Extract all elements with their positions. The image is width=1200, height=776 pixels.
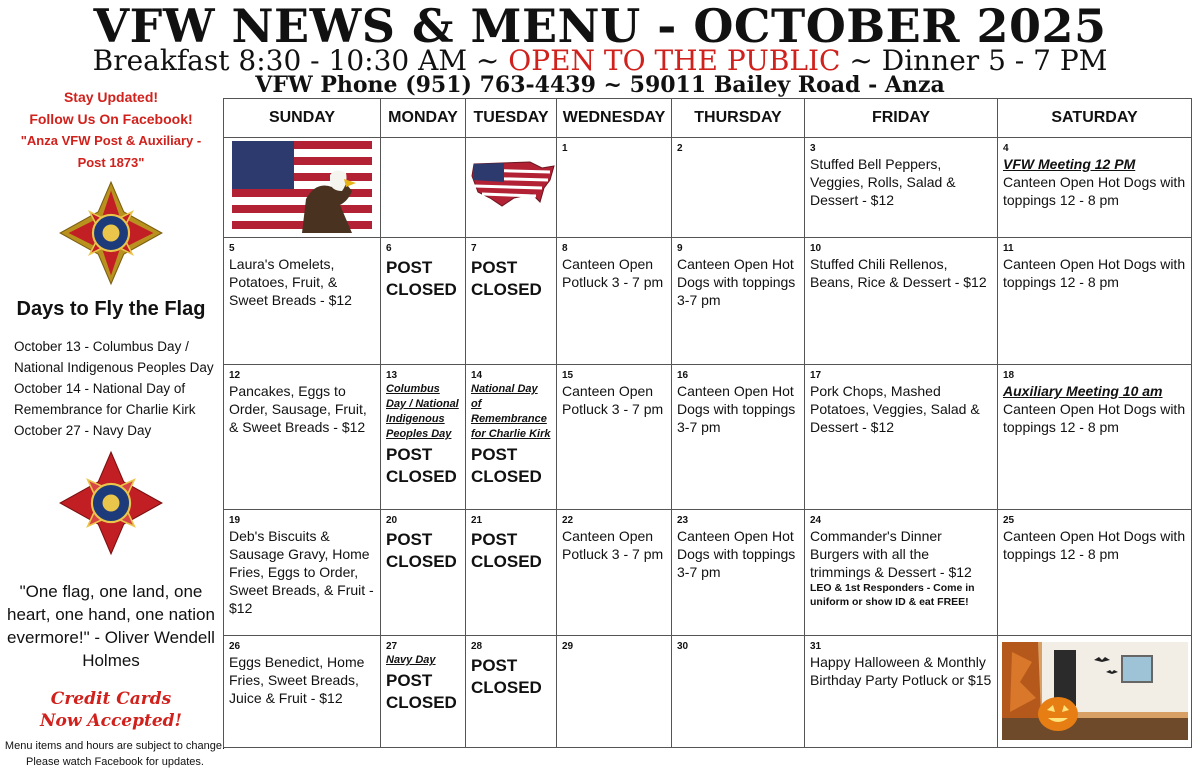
empty-day-cell xyxy=(381,138,466,238)
menu-text: Stuffed Chili Rellenos, Beans, Rice & Dessert - $12 xyxy=(810,256,987,290)
day-cell xyxy=(224,365,381,510)
credit-cards-notice xyxy=(0,688,222,732)
menu-text: Canteen Open Hot Dogs with toppings 3-7 pm xyxy=(677,528,796,580)
flag-day-line: October 13 - Columbus Day / xyxy=(14,339,189,354)
post-closed-label: POST CLOSED xyxy=(471,445,542,486)
menu-text: Eggs Benedict, Home Fries, Sweet Breads, Juice & Fruit - $12 xyxy=(229,654,365,706)
day-cell xyxy=(557,138,672,238)
weekday-header: WEDNESDAY xyxy=(557,99,672,138)
day-cell xyxy=(672,138,805,238)
day-number: 13 xyxy=(386,370,398,381)
day-cell xyxy=(805,238,998,365)
day-number: 8 xyxy=(562,243,568,254)
day-cell xyxy=(381,365,466,510)
day-number: 24 xyxy=(810,515,822,526)
day-number: 9 xyxy=(677,243,683,254)
menu-text: Canteen Open Hot Dogs with toppings 3-7 pm xyxy=(677,383,796,435)
day-number: 14 xyxy=(471,370,483,381)
flag-day-line: Remembrance for Charlie Kirk xyxy=(14,402,196,417)
day-cell xyxy=(805,510,998,636)
usa-map-flag-image xyxy=(470,158,556,210)
day-number: 29 xyxy=(562,641,574,652)
holiday-label: National Day of Remembrance for Charlie Kirk xyxy=(471,383,551,440)
page-title: VFW NEWS & MENU - OCTOBER 2025 xyxy=(93,0,1107,53)
day-number: 15 xyxy=(562,370,574,381)
day-cell xyxy=(672,510,805,636)
menu-text: Canteen Open Potluck 3 - 7 pm xyxy=(562,528,664,562)
week-row xyxy=(224,636,1192,748)
day-number: 17 xyxy=(810,370,822,381)
flag-days-list xyxy=(14,336,222,441)
credit-line: Credit Cards xyxy=(50,689,172,709)
day-number: 12 xyxy=(229,370,241,381)
weekday-header-row xyxy=(224,99,1192,138)
menu-text: Canteen Open Potluck 3 - 7 pm xyxy=(562,256,664,290)
day-number: 10 xyxy=(810,243,822,254)
menu-text: Canteen Open Hot Dogs with toppings 12 - 8 pm xyxy=(1003,401,1186,435)
day-number: 16 xyxy=(677,370,689,381)
day-cell xyxy=(381,636,466,748)
day-cell xyxy=(224,636,381,748)
disclaimer-line: Menu items and hours are subject to change! xyxy=(4,740,226,752)
menu-text: Canteen Open Potluck 3 - 7 pm xyxy=(562,383,664,417)
week-row xyxy=(224,510,1192,636)
day-number: 28 xyxy=(471,641,483,652)
empty-day-cell xyxy=(998,636,1192,748)
day-number: 23 xyxy=(677,515,689,526)
day-cell xyxy=(998,138,1192,238)
day-cell xyxy=(466,510,557,636)
open-to-public: OPEN TO THE PUBLIC xyxy=(508,44,841,77)
week-row xyxy=(224,365,1192,510)
dinner-hours: ~ Dinner 5 - 7 PM xyxy=(840,44,1108,77)
menu-text: Canteen Open Hot Dogs with toppings 3-7 pm xyxy=(677,256,796,308)
post-closed-label: POST CLOSED xyxy=(471,258,542,299)
day-cell xyxy=(672,636,805,748)
post-closed-label: POST CLOSED xyxy=(386,445,457,486)
disclaimer xyxy=(0,738,230,770)
weekday-header: SUNDAY xyxy=(224,99,381,138)
menu-text: Pancakes, Eggs to Order, Sausage, Fruit, & Sweet Breads - $12 xyxy=(229,383,367,435)
day-cell xyxy=(557,510,672,636)
day-number: 1 xyxy=(562,143,568,154)
day-number: 7 xyxy=(471,243,477,254)
post-closed-label: POST CLOSED xyxy=(386,258,457,299)
day-cell xyxy=(557,238,672,365)
flag-day-line: October 27 - Navy Day xyxy=(14,423,152,438)
calendar xyxy=(223,98,1192,748)
disclaimer-line: Please watch Facebook for updates. xyxy=(26,756,204,768)
menu-text: Laura's Omelets, Potatoes, Fruit, & Sweet Breads - $12 xyxy=(229,256,352,308)
post-closed-label: POST CLOSED xyxy=(386,671,457,712)
post-closed-label: POST CLOSED xyxy=(471,530,542,571)
empty-day-cell xyxy=(224,138,381,238)
day-number: 26 xyxy=(229,641,241,652)
flag-day-line: National Indigenous Peoples Day xyxy=(14,360,214,375)
day-cell xyxy=(805,636,998,748)
halloween-porch-image xyxy=(1002,642,1188,740)
weekday-header: FRIDAY xyxy=(805,99,998,138)
day-number: 22 xyxy=(562,515,574,526)
weekday-header: THURSDAY xyxy=(672,99,805,138)
menu-text: Deb's Biscuits & Sausage Gravy, Home Fries, Eggs to Order, Sweet Breads, & Fruit - $12 xyxy=(229,528,374,616)
weekday-header: MONDAY xyxy=(381,99,466,138)
credit-line: Now Accepted! xyxy=(39,711,183,731)
empty-day-cell xyxy=(466,138,557,238)
meeting-text: Auxiliary Meeting 10 am xyxy=(1003,383,1163,399)
day-cell xyxy=(998,238,1192,365)
breakfast-hours: Breakfast 8:30 - 10:30 AM ~ xyxy=(92,44,509,77)
sidebar xyxy=(0,86,226,776)
day-cell xyxy=(224,238,381,365)
meeting-text: VFW Meeting 12 PM xyxy=(1003,156,1136,172)
day-cell xyxy=(466,238,557,365)
day-number: 21 xyxy=(471,515,483,526)
menu-text: Happy Halloween & Monthly Birthday Party Potluck or $15 xyxy=(810,654,992,688)
day-number: 20 xyxy=(386,515,398,526)
menu-text: Stuffed Bell Peppers, Veggies, Rolls, Salad & Dessert - $12 xyxy=(810,156,956,208)
day-number: 3 xyxy=(810,143,816,154)
vfw-emblem-icon xyxy=(58,180,164,286)
day-cell xyxy=(381,238,466,365)
weekday-header: TUESDAY xyxy=(466,99,557,138)
day-number: 31 xyxy=(810,641,822,652)
day-cell xyxy=(224,510,381,636)
post-closed-label: POST CLOSED xyxy=(471,656,542,697)
day-number: 30 xyxy=(677,641,689,652)
weekday-header: SATURDAY xyxy=(998,99,1192,138)
day-number: 18 xyxy=(1003,370,1015,381)
day-number: 5 xyxy=(229,243,235,254)
flag-day-line: October 14 - National Day of xyxy=(14,381,186,396)
day-number: 25 xyxy=(1003,515,1015,526)
day-cell xyxy=(805,365,998,510)
day-cell xyxy=(381,510,466,636)
holiday-label: Navy Day xyxy=(386,654,436,666)
facebook-line: "Anza VFW Post & Auxiliary - xyxy=(20,133,202,148)
quote: "One flag, one land, one heart, one hand, one nation evermore!" - Oliver Wendell Holmes xyxy=(7,582,215,670)
day-cell xyxy=(466,636,557,748)
day-cell xyxy=(998,510,1192,636)
facebook-line: Stay Updated! xyxy=(63,89,159,105)
day-number: 19 xyxy=(229,515,241,526)
flag-eagle-image xyxy=(232,141,372,233)
day-cell xyxy=(998,365,1192,510)
day-cell xyxy=(672,238,805,365)
holiday-label: Columbus Day / National Indigenous Peoples Day xyxy=(386,383,459,440)
day-number: 6 xyxy=(386,243,392,254)
menu-text: Commander's Dinner Burgers with all the trimmings & Dessert - $12 xyxy=(810,528,972,580)
contact-line: VFW Phone (951) 763-4439 ~ 59011 Bailey Road - Anza xyxy=(255,72,945,98)
day-number: 2 xyxy=(677,143,683,154)
menu-text: Pork Chops, Mashed Potatoes, Veggies, Salad & Dessert - $12 xyxy=(810,383,980,435)
week-row xyxy=(224,238,1192,365)
day-number: 4 xyxy=(1003,143,1009,154)
facebook-line: Follow Us On Facebook! xyxy=(29,111,193,127)
day-number: 27 xyxy=(386,641,398,652)
facebook-notice xyxy=(0,86,222,174)
flag-days-title: Days to Fly the Flag xyxy=(16,298,206,320)
menu-text: Canteen Open Hot Dogs with toppings 12 - 8 pm xyxy=(1003,528,1186,562)
menu-text: Canteen Open Hot Dogs with toppings 12 - 8 pm xyxy=(1003,256,1186,290)
post-closed-label: POST CLOSED xyxy=(386,530,457,571)
responders-note: LEO & 1st Responders - Come in uniform or show ID & eat FREE! xyxy=(810,582,975,608)
facebook-line: Post 1873" xyxy=(77,155,145,170)
day-cell xyxy=(466,365,557,510)
week-row xyxy=(224,138,1192,238)
day-cell xyxy=(805,138,998,238)
day-number: 11 xyxy=(1003,243,1014,254)
day-cell xyxy=(672,365,805,510)
day-cell xyxy=(557,365,672,510)
auxiliary-emblem-icon xyxy=(58,450,164,556)
day-cell xyxy=(557,636,672,748)
menu-text: Canteen Open Hot Dogs with toppings 12 - 8 pm xyxy=(1003,174,1186,208)
